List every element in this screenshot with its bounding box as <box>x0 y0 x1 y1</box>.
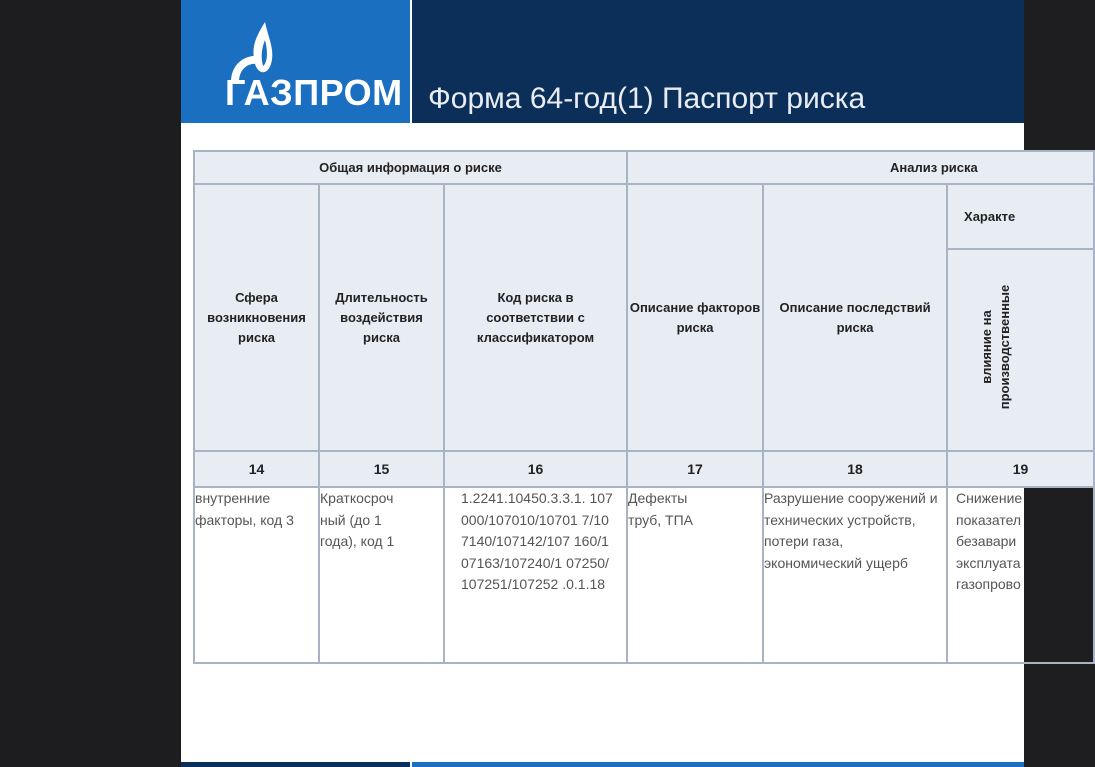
column-header: Код риска в соответствии с классификатором <box>444 184 627 451</box>
column-number: 17 <box>627 451 763 487</box>
column-number: 18 <box>763 451 947 487</box>
slide <box>181 0 1029 767</box>
footer-bar-right <box>412 762 1024 767</box>
table-cell: 1.2241.10450.3.3.1. 107000/107010/10701 7/107140/107142/107 160/107163/107240/1 07250/107251/107252 .0.1.18 <box>444 487 627 663</box>
column-header: Описание факторов риска <box>627 184 763 451</box>
slide-title: Форма 64-год(1) Паспорт риска <box>428 82 866 115</box>
group-analysis-header: Анализ риска <box>627 151 1094 184</box>
column-number: 14 <box>194 451 319 487</box>
table-cell: Дефекты труб, ТПА <box>627 487 763 663</box>
risk-passport-table <box>193 150 1095 664</box>
column-header: Длительность воздействия риска <box>319 184 444 451</box>
column-number: 16 <box>444 451 627 487</box>
table-cell: Краткосроч ный (до 1 года), код 1 <box>319 487 444 663</box>
title-panel <box>412 0 1024 123</box>
table-cell: внутренние факторы, код 3 <box>194 487 319 663</box>
footer-bar-left <box>181 762 410 767</box>
column-header: Сфера возникновения риска <box>194 184 319 451</box>
table-cell: Разрушение сооружений и технических устройств, потери газа, экономический ущерб <box>763 487 947 663</box>
group-characteristic-header: Характе <box>947 184 1094 249</box>
left-strip <box>0 0 180 767</box>
logo-text: ГАЗПРОМ <box>225 72 403 113</box>
column-header: влияние на производственные <box>979 284 1013 410</box>
group-general-header: Общая информация о риске <box>194 151 627 184</box>
column-number: 19 <box>947 451 1094 487</box>
column-header: Описание последствий риска <box>763 184 947 451</box>
column-number: 15 <box>319 451 444 487</box>
logo-panel <box>181 0 410 123</box>
vertical-column-header <box>947 249 1094 451</box>
table-cell: Снижение показател безавари эксплуата газопрово <box>947 487 1094 663</box>
